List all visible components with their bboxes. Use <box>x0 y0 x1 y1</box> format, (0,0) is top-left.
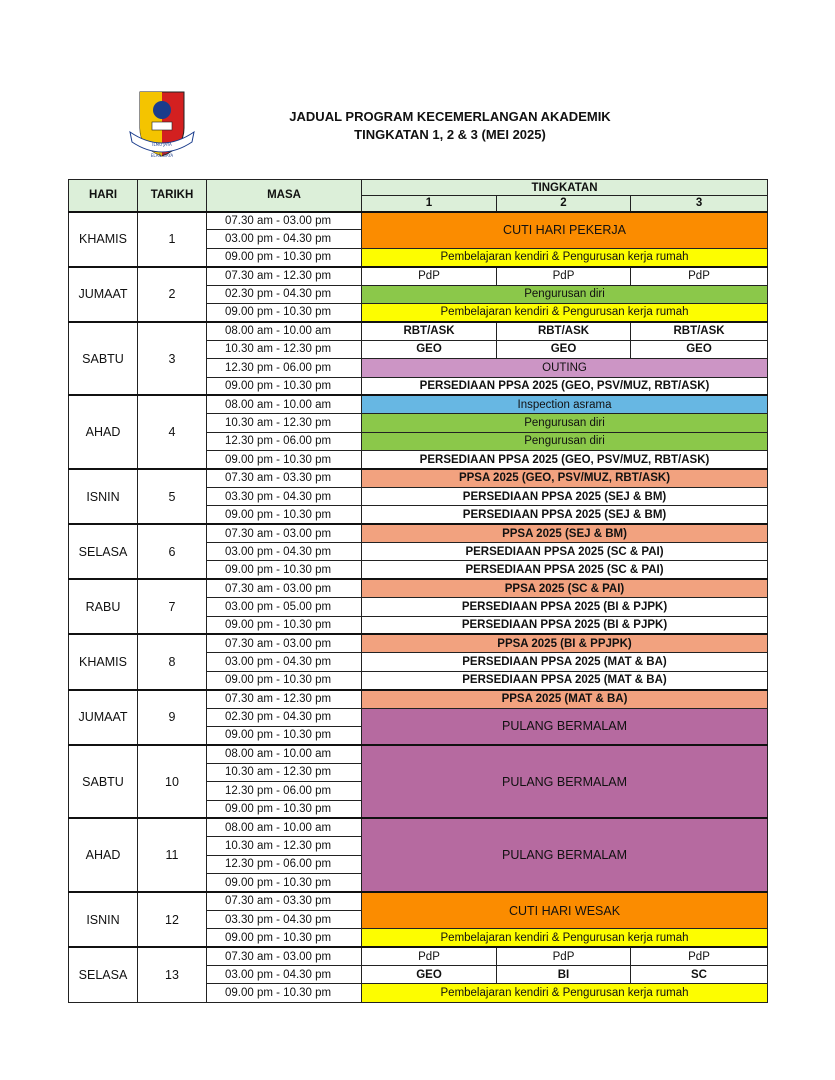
time-slot: 03.30 pm - 04.30 pm <box>207 487 362 505</box>
time-slot: 03.00 pm - 04.30 pm <box>207 966 362 984</box>
time-slot: 03.00 pm - 05.00 pm <box>207 598 362 616</box>
time-slot: 09.00 pm - 10.30 pm <box>207 800 362 818</box>
activity-cell: PERSEDIAAN PPSA 2025 (GEO, PSV/MUZ, RBT/ASK) <box>362 451 768 469</box>
time-slot: 08.00 am - 10.00 am <box>207 395 362 413</box>
activity-cell: CUTI HARI PEKERJA <box>362 212 768 249</box>
title-line-2: TINGKATAN 1, 2 & 3 (MEI 2025) <box>354 127 546 142</box>
activity-cell: PERSEDIAAN PPSA 2025 (SC & PAI) <box>362 543 768 561</box>
activity-cell: CUTI HARI WESAK <box>362 892 768 929</box>
activity-cell: Pembelajaran kendiri & Pengurusan kerja rumah <box>362 929 768 947</box>
time-slot: 09.00 pm - 10.30 pm <box>207 616 362 634</box>
header-tingkatan-3: 3 <box>631 196 768 212</box>
activity-cell-t3: PdP <box>631 947 768 965</box>
time-slot: 03.00 pm - 04.30 pm <box>207 653 362 671</box>
activity-cell-t3: SC <box>631 966 768 984</box>
activity-cell: Pembelajaran kendiri & Pengurusan kerja rumah <box>362 303 768 321</box>
time-slot: 03.00 pm - 04.30 pm <box>207 230 362 248</box>
day-date: 7 <box>138 579 207 634</box>
day-date: 11 <box>138 818 207 892</box>
activity-cell: PPSA 2025 (SC & PAI) <box>362 579 768 597</box>
day-date: 2 <box>138 267 207 322</box>
time-slot: 02.30 pm - 04.30 pm <box>207 285 362 303</box>
day-name: KHAMIS <box>69 212 138 267</box>
activity-cell-t2: GEO <box>497 340 631 358</box>
activity-cell: PULANG BERMALAM <box>362 745 768 819</box>
time-slot: 07.30 am - 03.00 pm <box>207 947 362 965</box>
time-slot: 12.30 pm - 06.00 pm <box>207 782 362 800</box>
time-slot: 09.00 pm - 10.30 pm <box>207 248 362 266</box>
activity-cell: Pembelajaran kendiri & Pengurusan kerja rumah <box>362 984 768 1002</box>
time-slot: 07.30 am - 03.00 pm <box>207 212 362 230</box>
svg-text:ILMU JAYA: ILMU JAYA <box>152 142 172 147</box>
activity-cell-t2: PdP <box>497 267 631 285</box>
day-date: 5 <box>138 469 207 524</box>
svg-text:ELAN GAYA: ELAN GAYA <box>150 153 174 158</box>
day-name: KHAMIS <box>69 634 138 689</box>
activity-cell-t2: PdP <box>497 947 631 965</box>
day-name: AHAD <box>69 818 138 892</box>
day-date: 1 <box>138 212 207 267</box>
page-title <box>210 108 690 144</box>
activity-cell: PERSEDIAAN PPSA 2025 (BI & PJPK) <box>362 616 768 634</box>
activity-cell-t1: PdP <box>362 947 497 965</box>
activity-cell-t1: PdP <box>362 267 497 285</box>
time-slot: 07.30 am - 03.00 pm <box>207 634 362 652</box>
time-slot: 10.30 am - 12.30 pm <box>207 763 362 781</box>
day-name: JUMAAT <box>69 267 138 322</box>
time-slot: 07.30 am - 03.30 pm <box>207 892 362 910</box>
header-tingkatan: TINGKATAN <box>362 180 768 196</box>
day-name: SABTU <box>69 745 138 819</box>
day-name: SABTU <box>69 322 138 396</box>
activity-cell: PERSEDIAAN PPSA 2025 (BI & PJPK) <box>362 598 768 616</box>
activity-cell-t2: RBT/ASK <box>497 322 631 340</box>
day-name: AHAD <box>69 395 138 469</box>
time-slot: 10.30 am - 12.30 pm <box>207 340 362 358</box>
day-name: SELASA <box>69 524 138 579</box>
activity-cell: PERSEDIAAN PPSA 2025 (MAT & BA) <box>362 653 768 671</box>
activity-cell: OUTING <box>362 359 768 377</box>
header-masa: MASA <box>207 180 362 212</box>
activity-cell-t2: BI <box>497 966 631 984</box>
time-slot: 10.30 am - 12.30 pm <box>207 414 362 432</box>
time-slot: 09.00 pm - 10.30 pm <box>207 874 362 892</box>
schedule-table <box>68 179 768 1003</box>
day-date: 12 <box>138 892 207 947</box>
day-name: SELASA <box>69 947 138 1002</box>
activity-cell: PERSEDIAAN PPSA 2025 (SEJ & BM) <box>362 487 768 505</box>
time-slot: 09.00 pm - 10.30 pm <box>207 303 362 321</box>
time-slot: 08.00 am - 10.00 am <box>207 818 362 836</box>
time-slot: 08.00 am - 10.00 am <box>207 322 362 340</box>
time-slot: 02.30 pm - 04.30 pm <box>207 708 362 726</box>
time-slot: 09.00 pm - 10.30 pm <box>207 726 362 744</box>
time-slot: 09.00 pm - 10.30 pm <box>207 506 362 524</box>
time-slot: 09.00 pm - 10.30 pm <box>207 984 362 1002</box>
day-date: 13 <box>138 947 207 1002</box>
activity-cell: PERSEDIAAN PPSA 2025 (GEO, PSV/MUZ, RBT/ASK) <box>362 377 768 395</box>
time-slot: 09.00 pm - 10.30 pm <box>207 561 362 579</box>
activity-cell-t3: RBT/ASK <box>631 322 768 340</box>
day-name: ISNIN <box>69 892 138 947</box>
day-date: 6 <box>138 524 207 579</box>
activity-cell: PULANG BERMALAM <box>362 818 768 892</box>
header-tarikh: TARIKH <box>138 180 207 212</box>
activity-cell-t1: GEO <box>362 966 497 984</box>
day-name: RABU <box>69 579 138 634</box>
activity-cell: Pembelajaran kendiri & Pengurusan kerja rumah <box>362 248 768 266</box>
header-hari: HARI <box>69 180 138 212</box>
school-crest-logo <box>128 88 196 160</box>
activity-cell-t3: PdP <box>631 267 768 285</box>
day-name: JUMAAT <box>69 690 138 745</box>
day-date: 4 <box>138 395 207 469</box>
activity-cell-t3: GEO <box>631 340 768 358</box>
time-slot: 12.30 pm - 06.00 pm <box>207 855 362 873</box>
time-slot: 07.30 am - 03.00 pm <box>207 579 362 597</box>
activity-cell-t1: GEO <box>362 340 497 358</box>
activity-cell: Pengurusan diri <box>362 432 768 450</box>
day-date: 8 <box>138 634 207 689</box>
header-tingkatan-1: 1 <box>362 196 497 212</box>
activity-cell-t1: RBT/ASK <box>362 322 497 340</box>
activity-cell: PPSA 2025 (SEJ & BM) <box>362 524 768 542</box>
time-slot: 03.30 pm - 04.30 pm <box>207 910 362 928</box>
activity-cell: PERSEDIAAN PPSA 2025 (SC & PAI) <box>362 561 768 579</box>
time-slot: 08.00 am - 10.00 am <box>207 745 362 763</box>
day-date: 10 <box>138 745 207 819</box>
activity-cell: PERSEDIAAN PPSA 2025 (MAT & BA) <box>362 671 768 689</box>
time-slot: 07.30 am - 03.00 pm <box>207 524 362 542</box>
activity-cell: PERSEDIAAN PPSA 2025 (SEJ & BM) <box>362 506 768 524</box>
time-slot: 09.00 pm - 10.30 pm <box>207 377 362 395</box>
header-tingkatan-2: 2 <box>497 196 631 212</box>
day-date: 9 <box>138 690 207 745</box>
time-slot: 09.00 pm - 10.30 pm <box>207 451 362 469</box>
activity-cell: PULANG BERMALAM <box>362 708 768 745</box>
day-date: 3 <box>138 322 207 396</box>
time-slot: 07.30 am - 12.30 pm <box>207 267 362 285</box>
time-slot: 12.30 pm - 06.00 pm <box>207 432 362 450</box>
day-name: ISNIN <box>69 469 138 524</box>
activity-cell: PPSA 2025 (BI & PPJPK) <box>362 634 768 652</box>
time-slot: 10.30 am - 12.30 pm <box>207 837 362 855</box>
activity-cell: PPSA 2025 (MAT & BA) <box>362 690 768 708</box>
activity-cell: Pengurusan diri <box>362 285 768 303</box>
time-slot: 09.00 pm - 10.30 pm <box>207 929 362 947</box>
time-slot: 07.30 am - 12.30 pm <box>207 690 362 708</box>
time-slot: 07.30 am - 03.30 pm <box>207 469 362 487</box>
time-slot: 03.00 pm - 04.30 pm <box>207 543 362 561</box>
activity-cell: PPSA 2025 (GEO, PSV/MUZ, RBT/ASK) <box>362 469 768 487</box>
time-slot: 12.30 pm - 06.00 pm <box>207 359 362 377</box>
activity-cell: Pengurusan diri <box>362 414 768 432</box>
activity-cell: Inspection asrama <box>362 395 768 413</box>
time-slot: 09.00 pm - 10.30 pm <box>207 671 362 689</box>
title-line-1: JADUAL PROGRAM KECEMERLANGAN AKADEMIK <box>289 109 611 124</box>
